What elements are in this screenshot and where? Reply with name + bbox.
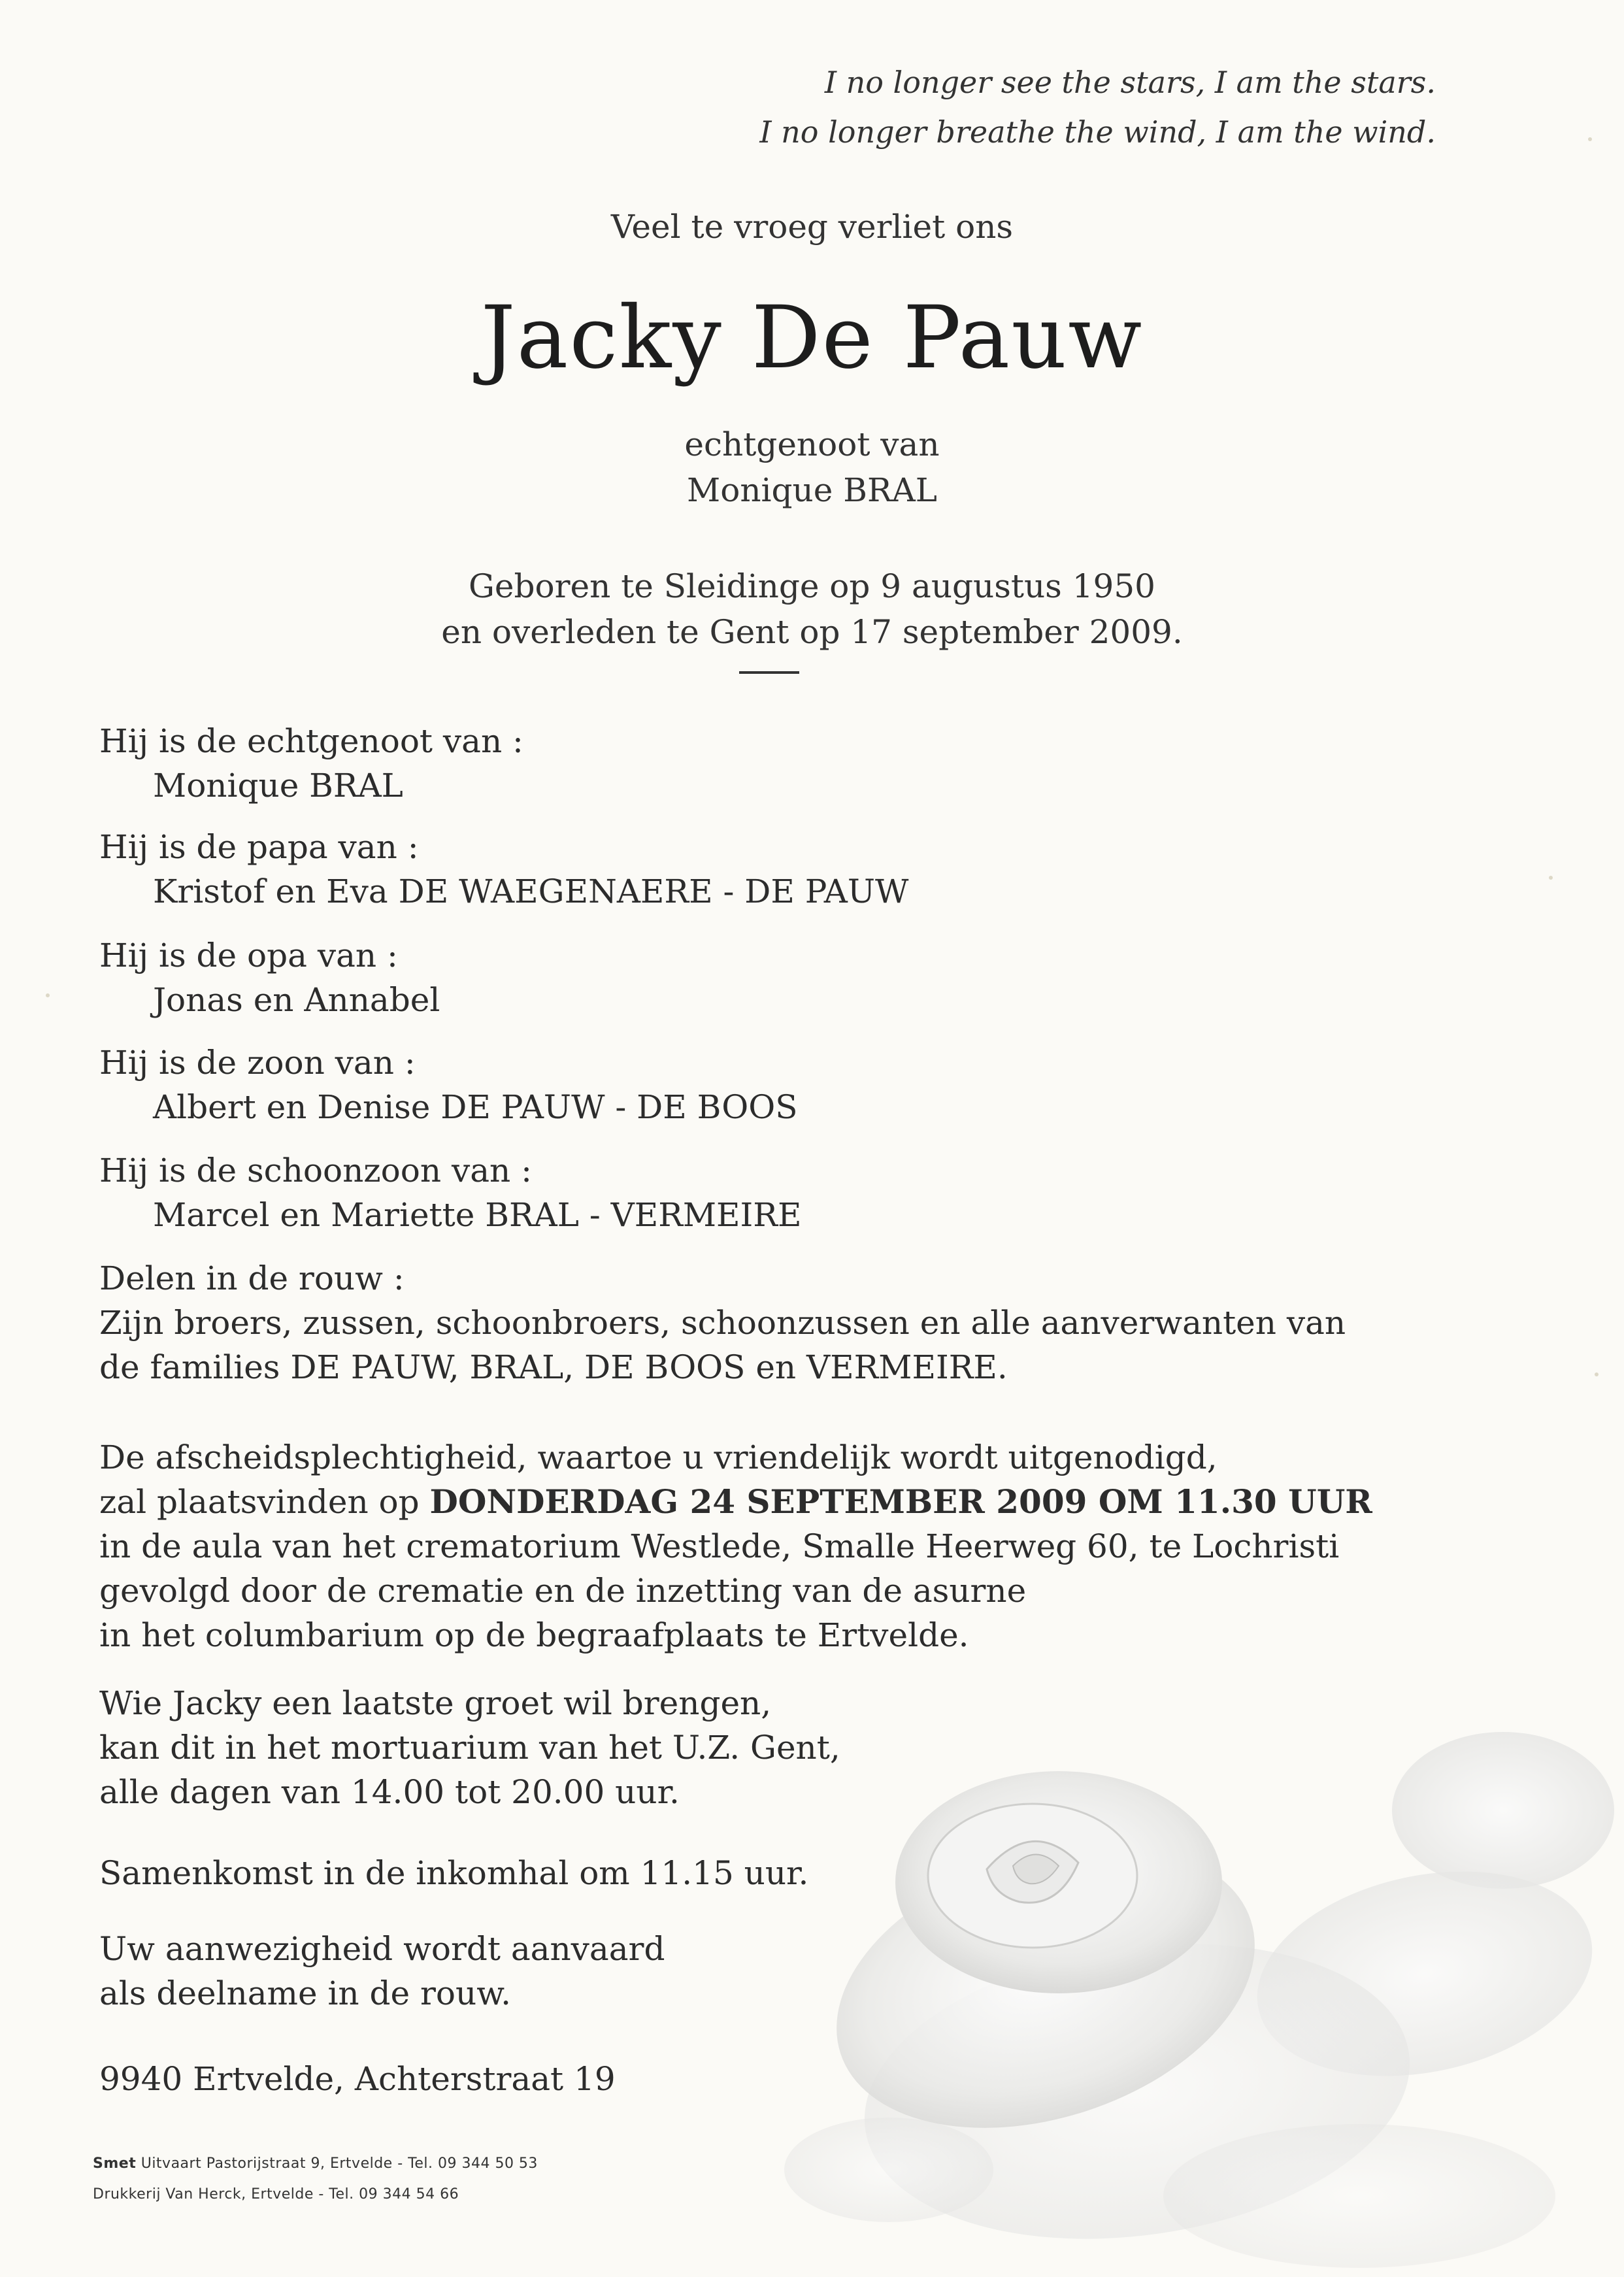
relation-label: Hij is de papa van :	[99, 828, 419, 866]
visit-block	[99, 1681, 840, 1814]
relation-parents	[99, 1040, 798, 1129]
visit-line-3: alle dagen van 14.00 tot 20.00 uur.	[99, 1773, 680, 1811]
ceremony-line-4: gevolgd door de crematie en de inzetting van de asurne	[99, 1572, 1027, 1610]
birth-line: Geboren te Sleidinge op 9 augustus 1950	[468, 567, 1155, 605]
paper-speck	[46, 993, 50, 997]
ceremony-line-2	[99, 1480, 1372, 1524]
paper-speck	[1595, 1372, 1599, 1376]
relation-parents-in-law	[99, 1148, 801, 1237]
quote-line-2: I no longer breathe the wind, I am the wind.	[759, 114, 1436, 150]
relation-spouse	[99, 719, 523, 808]
relation-members: Monique BRAL	[153, 767, 403, 805]
death-line: en overleden te Gent op 17 september 2009.	[441, 613, 1183, 651]
relation-members: Jonas en Annabel	[153, 981, 440, 1019]
rose-illustration	[771, 1699, 1624, 2277]
ceremony-line-5: in het columbarium op de begraafplaats te Ertvelde.	[99, 1616, 969, 1654]
mourning-block	[99, 1256, 1346, 1389]
deceased-name: Jacky De Pauw	[480, 288, 1144, 388]
gathering-text: Samenkomst in de inkomhal om 11.15 uur.	[99, 1854, 809, 1892]
ceremony-line-1: De afscheidsplechtigheid, waartoe u vriendelijk wordt uitgenodigd,	[99, 1438, 1218, 1476]
presence-line-1: Uw aanwezigheid wordt aanvaard	[99, 1930, 665, 1968]
mourning-label: Delen in de rouw :	[99, 1259, 405, 1297]
relation-grandchildren	[99, 933, 440, 1022]
ceremony-line-3: in de aula van het crematorium Westlede, Smalle Heerweg 60, te Lochristi	[99, 1527, 1340, 1565]
address: 9940 Ertvelde, Achterstraat 19	[99, 2060, 616, 2098]
mourning-line-1: Zijn broers, zussen, schoonbroers, schoonzussen en alle aanverwanten van	[99, 1304, 1346, 1342]
relation-label: Hij is de schoonzoon van :	[99, 1152, 532, 1189]
presence-line-2: als deelname in de rouw.	[99, 1974, 511, 2012]
epigraph-quote	[759, 58, 1436, 157]
relation-label: Hij is de echtgenoot van :	[99, 722, 523, 760]
relation-members: Marcel en Mariette BRAL - VERMEIRE	[153, 1196, 802, 1234]
paper-speck	[1588, 137, 1592, 141]
paper-speck	[1549, 876, 1553, 880]
relation-label: Hij is de opa van :	[99, 937, 398, 974]
undertaker-details: Uitvaart Pastorijstraat 9, Ertvelde - Tel. 09 344 50 53	[136, 2155, 538, 2172]
visit-line-1: Wie Jacky een laatste groet wil brengen,	[99, 1684, 772, 1722]
spouse-block	[0, 422, 1624, 513]
ceremony-prefix: zal plaatsvinden op	[99, 1483, 430, 1521]
mourning-line-2: de families DE PAUW, BRAL, DE BOOS en VERMEIRE.	[99, 1348, 1008, 1386]
ceremony-datetime: DONDERDAG 24 SEPTEMBER 2009 OM 11.30 UUR	[429, 1482, 1372, 1521]
quote-line-1: I no longer see the stars, I am the stars.	[824, 65, 1436, 100]
relation-members: Kristof en Eva DE WAEGENAERE - DE PAUW	[153, 873, 909, 910]
presence-block	[99, 1927, 665, 2016]
divider	[739, 671, 799, 674]
ceremony-block	[99, 1435, 1372, 1657]
relation-members: Albert en Denise DE PAUW - DE BOOS	[153, 1088, 798, 1126]
footer-printer: Drukkerij Van Herck, Ertvelde - Tel. 09 344 54 66	[93, 2186, 459, 2202]
life-dates	[0, 563, 1624, 655]
visit-line-2: kan dit in het mortuarium van het U.Z. Gent,	[99, 1729, 840, 1767]
relation-children	[99, 825, 908, 914]
spouse-intro: echtgenoot van	[684, 425, 940, 463]
undertaker-brand: Smet	[93, 2155, 137, 2172]
spouse-name: Monique BRAL	[687, 471, 937, 509]
footer-undertaker	[93, 2155, 538, 2172]
intro-text: Veel te vroeg verliet ons	[610, 208, 1014, 246]
relation-label: Hij is de zoon van :	[99, 1044, 416, 1082]
